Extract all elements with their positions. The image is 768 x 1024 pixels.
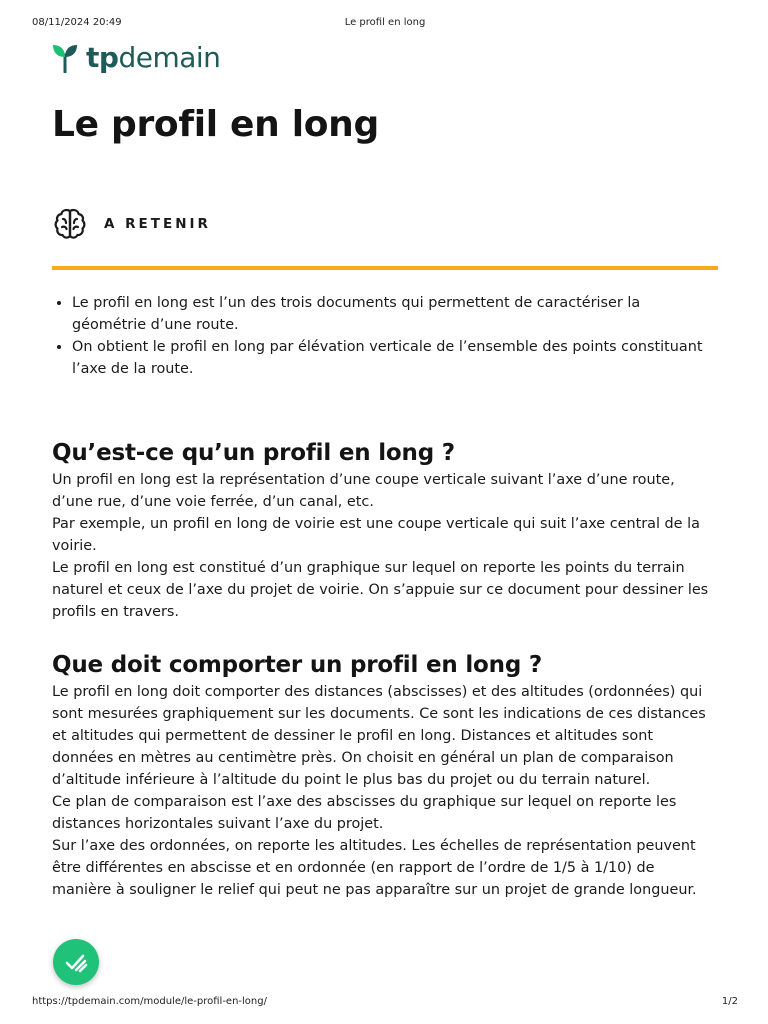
page-title: Le profil en long <box>52 104 379 145</box>
sprout-icon <box>52 43 78 73</box>
accent-divider <box>52 266 718 270</box>
retenir-label: A RETENIR <box>104 216 211 232</box>
key-points-list <box>52 292 718 380</box>
section-paragraph: Le profil en long doit comporter des distances (abscisses) et des altitudes (ordonnées) qui sont mesurées graphiquement sur les documents. Ce sont les indications de ces distances et altitudes qui permettent de dessiner le profil en long. Distances et altitudes sont données en mètres au centimètre près. On choisit en général un plan de comparaison d’altitude inférieure à l’altitude du point le plus bas du projet ou du terrain naturel. Ce plan de comparaison est l’axe des abscisses du graphique sur lequel on reporte les distances horizontales suivant l’axe du projet. Sur l’axe des ordonnées, on reporte les altitudes. Les échelles de représentation peuvent être différentes en abscisse et en ordonnée (en rapport de l’ordre de 1/5 à 1/10) de manière à souligner le relief qui peut ne pas apparaître sur un projet de grande longueur. <box>52 684 706 898</box>
logo-wordmark-tp: tp <box>86 41 119 74</box>
section-heading: Que doit comporter un profil en long ? <box>52 652 543 678</box>
check-pen-icon <box>63 949 89 975</box>
print-url: https://tpdemain.com/module/le-profil-en-long/ <box>32 996 267 1007</box>
print-title: Le profil en long <box>344 17 426 28</box>
retenir-header <box>52 204 718 244</box>
floating-action-button[interactable] <box>53 939 99 985</box>
article <box>52 96 718 901</box>
print-header <box>32 17 738 31</box>
print-footer <box>32 996 738 1010</box>
section-heading: Qu’est-ce qu’un profil en long ? <box>52 440 455 466</box>
logo-wordmark <box>86 41 221 74</box>
brain-icon <box>52 206 88 242</box>
print-page-number: 1/2 <box>721 996 738 1007</box>
section-paragraph: Un profil en long est la représentation d’une coupe verticale suivant l’axe d’une route, d’une rue, d’une voie ferrée, d’un canal, etc. Par exemple, un profil en long de voirie est une coupe verticale qui suit l’axe central de la voirie. Le profil en long est constitué d’un graphique sur lequel on reporte les points du terrain naturel et ceux de l’axe du projet de voirie. On s’appuie sur ce document pour dessiner les profils en travers. <box>52 472 709 620</box>
print-datetime: 08/11/2024 20:49 <box>32 17 122 28</box>
tpdemain-logo[interactable] <box>52 40 220 76</box>
logo-wordmark-demain: demain <box>118 41 221 74</box>
key-point: • On obtient le profil en long par élévation verticale de l’ensemble des points constituant l’axe de la route. <box>72 336 718 380</box>
key-point: • Le profil en long est l’un des trois documents qui permettent de caractériser la géométrie d’une route. <box>72 292 718 336</box>
